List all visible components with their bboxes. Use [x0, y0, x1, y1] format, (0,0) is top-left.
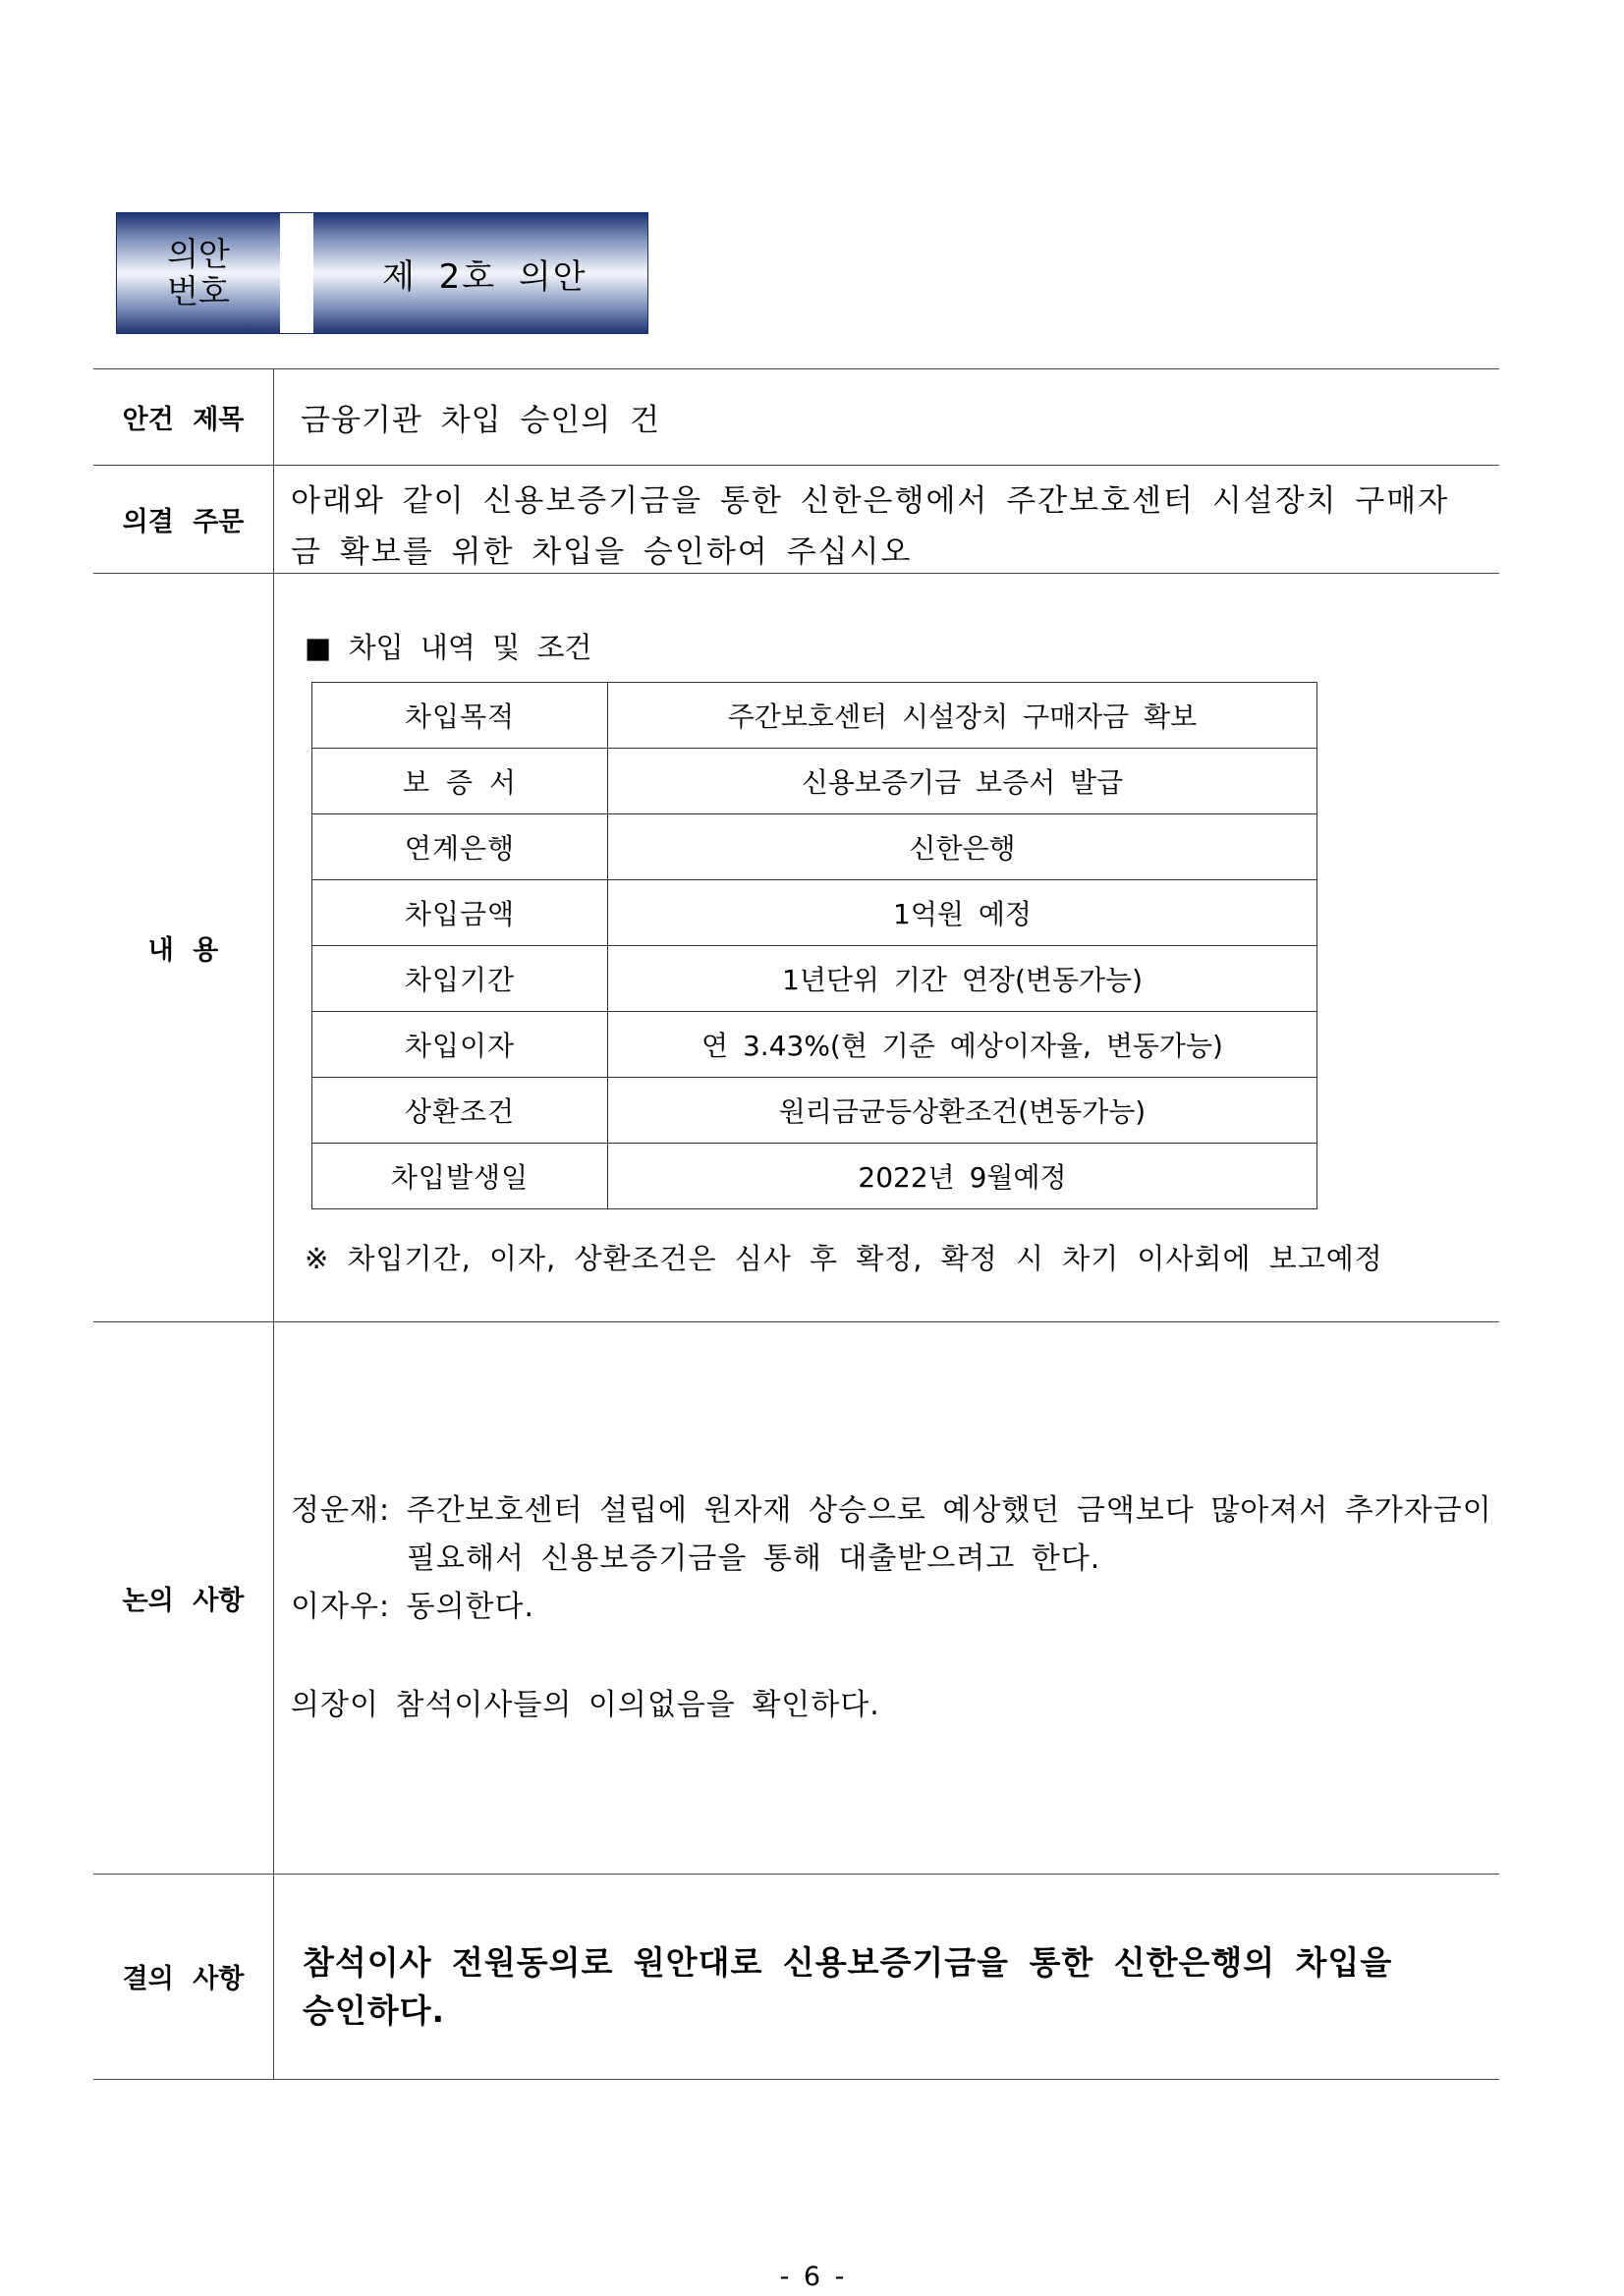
- agenda-divider: [280, 213, 313, 333]
- term-value: 신한은행: [608, 814, 1317, 880]
- term-key: 상환조건: [312, 1078, 608, 1144]
- agenda-title: 금융기관 차입 승인의 건: [301, 403, 661, 438]
- rule-after-order: [93, 573, 1499, 574]
- term-key: 보 증 서: [312, 749, 608, 814]
- rule-bottom: [93, 2079, 1499, 2080]
- rule-after-discussion: [93, 1874, 1499, 1875]
- term-value: 연 3.43%(현 기준 예상이자율, 변동가능): [608, 1012, 1317, 1078]
- row-label-resolution: 결의 사항: [122, 1964, 245, 1994]
- term-value: 2022년 9월예정: [608, 1144, 1317, 1209]
- agenda-number-box: [116, 212, 648, 334]
- row-label-title: 안건 제목: [122, 404, 245, 435]
- table-row: [312, 1012, 1317, 1078]
- table-row: [312, 749, 1317, 814]
- order-line-2: 금 확보를 위한 차입을 승인하여 주십시오: [291, 534, 913, 570]
- row-label-discussion: 논의 사항: [122, 1585, 245, 1616]
- term-value: 원리금균등상환조건(변동가능): [608, 1078, 1317, 1144]
- term-key: 차입목적: [312, 683, 608, 749]
- rule-after-title: [93, 465, 1499, 466]
- agenda-label-line2: 번호: [167, 272, 230, 310]
- term-value: 1억원 예정: [608, 880, 1317, 946]
- table-row: [312, 1078, 1317, 1144]
- resolution-line-1: 참석이사 전원동의로 원안대로 신용보증기금을 통한 신한은행의 차입을: [303, 1943, 1393, 1982]
- row-label-order: 의결 주문: [122, 506, 245, 537]
- discussion-line-4: 의장이 참석이사들의 이의없음을 확인하다.: [291, 1688, 880, 1722]
- term-key: 차입금액: [312, 880, 608, 946]
- table-row: [312, 1144, 1317, 1209]
- table-row: [312, 814, 1317, 880]
- term-value: 주간보호센터 시설장치 구매자금 확보: [608, 683, 1317, 749]
- agenda-number-cell: [313, 213, 647, 333]
- rule-after-content: [93, 1321, 1499, 1322]
- agenda-label-cell: [117, 213, 280, 333]
- term-key: 차입이자: [312, 1012, 608, 1078]
- section-heading: ■ 차입 내역 및 조건: [305, 631, 592, 664]
- column-divider: [273, 368, 274, 2079]
- resolution-line-2: 승인하다.: [303, 1991, 446, 2030]
- agenda-label-line1: 의안: [167, 235, 230, 273]
- table-row: [312, 946, 1317, 1012]
- term-key: 연계은행: [312, 814, 608, 880]
- discussion-line-1: 정운재: 주간보호센터 설립에 원자재 상승으로 예상했던 금액보다 많아져서 추가자금이: [291, 1493, 1492, 1528]
- order-line-1: 아래와 같이 신용보증기금을 통한 신한은행에서 주간보호센터 시설장치 구매자: [291, 483, 1450, 519]
- term-value: 신용보증기금 보증서 발급: [608, 749, 1317, 814]
- table-row: [312, 880, 1317, 946]
- term-key: 차입발생일: [312, 1144, 608, 1209]
- term-key: 차입기간: [312, 946, 608, 1012]
- term-value: 1년단위 기간 연장(변동가능): [608, 946, 1317, 1012]
- agenda-number: 제 2호 의안: [382, 256, 588, 297]
- row-label-content: 내 용: [147, 934, 219, 966]
- table-row: [312, 683, 1317, 749]
- page-number: - 6 -: [779, 2262, 845, 2292]
- discussion-line-2: 필요해서 신용보증기금을 통해 대출받으려고 한다.: [407, 1541, 1101, 1576]
- loan-terms-table: [311, 682, 1317, 1209]
- rule-top: [93, 368, 1499, 369]
- terms-note: ※ 차입기간, 이자, 상환조건은 심사 후 확정, 확정 시 차기 이사회에 보고예정: [305, 1242, 1383, 1275]
- discussion-line-3: 이자우: 동의한다.: [291, 1590, 535, 1624]
